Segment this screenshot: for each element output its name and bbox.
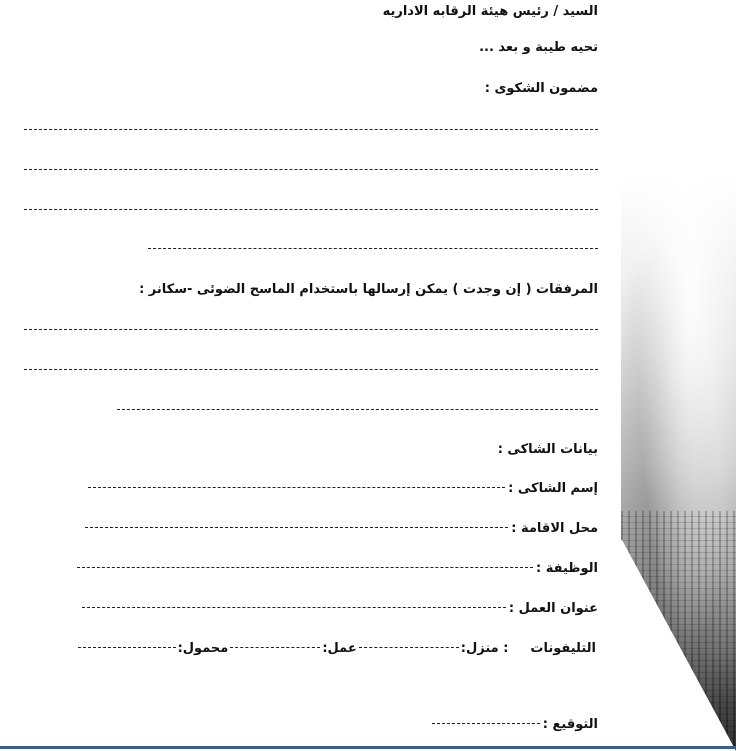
name-label: إسم الشاكى :: [508, 481, 598, 496]
greeting-line: تحيه طيبة و بعد ...: [479, 40, 598, 55]
phones-label: التليفونات: [530, 641, 596, 656]
job-field[interactable]: [77, 561, 598, 576]
residence-fill-line[interactable]: [85, 527, 508, 528]
job-label: الوظيفة :: [535, 561, 598, 576]
complaint-line-1[interactable]: [24, 129, 598, 130]
work-address-fill-line[interactable]: [82, 607, 506, 608]
complaint-heading: مضمون الشكوى :: [484, 81, 598, 96]
attachments-heading: المرفقات ( إن وجدت ) يمكن إرسالها باستخدام الماسح الضوئى -سكانر :: [139, 282, 598, 297]
residence-field[interactable]: [85, 521, 598, 536]
signature-field[interactable]: [432, 717, 598, 732]
name-field[interactable]: [88, 481, 598, 496]
home-phone-fill-line[interactable]: [359, 647, 459, 648]
attachments-line-3[interactable]: [117, 409, 598, 410]
attachments-line-1[interactable]: [24, 329, 598, 330]
mobile-phone-fill-line[interactable]: [78, 647, 176, 648]
job-fill-line[interactable]: [77, 567, 533, 568]
phones-field[interactable]: [78, 641, 598, 656]
name-fill-line[interactable]: [88, 487, 505, 488]
work-phone-label: عمل:: [322, 641, 357, 656]
attachments-line-2[interactable]: [24, 369, 598, 370]
complaint-line-4[interactable]: [148, 248, 598, 249]
residence-label: محل الاقامة :: [511, 521, 598, 536]
complainant-heading: بيانات الشاكى :: [497, 442, 598, 457]
work-phone-fill-line[interactable]: [230, 647, 320, 648]
work-address-field[interactable]: [82, 601, 598, 616]
complaint-line-3[interactable]: [24, 209, 598, 210]
work-address-label: عنوان العمل :: [508, 601, 598, 616]
signature-label: التوقيع :: [542, 717, 598, 732]
home-phone-label: : منزل:: [460, 641, 509, 656]
mobile-phone-label: محمول:: [177, 641, 229, 656]
complaint-line-2[interactable]: [24, 169, 598, 170]
signature-fill-line[interactable]: [432, 723, 540, 724]
addressee-line: السيد / رئيس هيئة الرقابه الاداريه: [382, 4, 598, 19]
bottom-accent-line: [0, 746, 736, 749]
